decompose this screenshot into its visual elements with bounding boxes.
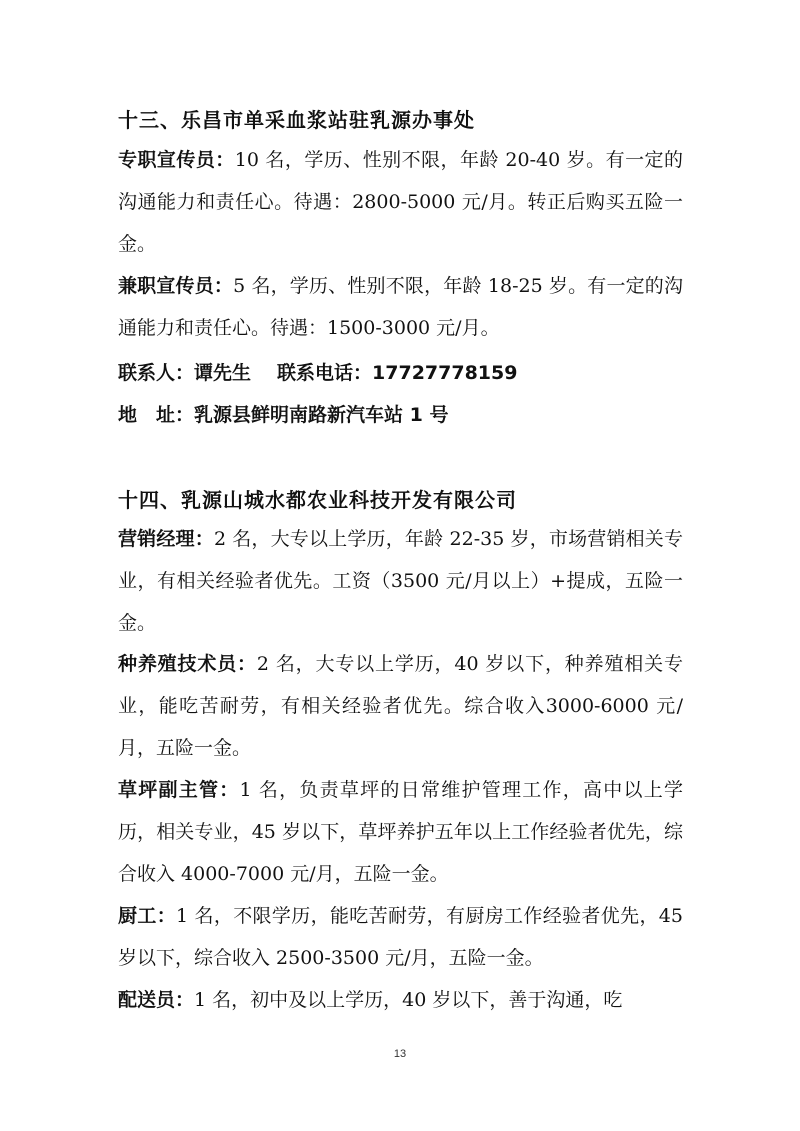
- job-label: 草坪副主管：: [118, 779, 240, 801]
- job-description: 2 名，大专以上学历，40 岁以下，种养殖相关专业，能吃苦耐劳，有相关经验者优先。综合收入3000-6000 元/月，五险一金。: [118, 653, 683, 759]
- job-marketing-manager: [118, 518, 683, 644]
- contact-label: 联系人：: [118, 362, 195, 384]
- address-value: 乳源县鲜明南路新汽车站 1 号: [194, 404, 449, 426]
- job-breeding-technician: [118, 643, 683, 769]
- job-part-time-promoter: [118, 265, 683, 349]
- job-description: 1 名，负责草坪的日常维护管理工作，高中以上学历，相关专业，45 岁以下，草坪养护五年以上工作经验者优先，综合收入 4000-7000 元/月，五险一金。: [118, 779, 683, 885]
- contact-name: 谭先生: [194, 362, 252, 384]
- job-description: 10 名，学历、性别不限，年龄 20-40 岁。有一定的沟通能力和责任心。待遇：2800-5000 元/月。转正后购买五险一金。: [118, 149, 683, 255]
- job-full-time-promoter: [118, 139, 683, 265]
- page-number: 13: [393, 1048, 407, 1060]
- job-description: 5 名，学历、性别不限，年龄 18-25 岁。有一定的沟通能力和责任心。待遇：1500-3000 元/月。: [118, 275, 683, 339]
- address-label: 地 址：: [118, 404, 195, 426]
- job-label: 兼职宣传员：: [118, 275, 234, 297]
- job-kitchen-worker: [118, 895, 683, 979]
- job-delivery-worker: [118, 979, 683, 1021]
- section-14-title: 十四、乳源山城水都农业科技开发有限公司: [118, 488, 517, 512]
- job-label: 配送员：: [118, 989, 195, 1011]
- phone-number: 17727778159: [372, 362, 518, 384]
- section-13-title: 十三、乐昌市单采血浆站驻乳源办事处: [118, 108, 475, 132]
- job-label: 营销经理：: [118, 528, 214, 550]
- job-label: 厨工：: [118, 905, 177, 927]
- job-label: 专职宣传员：: [118, 149, 235, 171]
- job-description: 1 名，初中及以上学历，40 岁以下，善于沟通，吃: [194, 989, 623, 1011]
- contact-line: [118, 358, 517, 385]
- address-line: [118, 400, 448, 427]
- phone-label: 联系电话：: [277, 362, 373, 384]
- job-lawn-supervisor: [118, 769, 683, 895]
- job-label: 种养殖技术员：: [118, 653, 257, 675]
- job-description: 2 名，大专以上学历，年龄 22-35 岁，市场营销相关专业，有相关经验者优先。工资（3500 元/月以上）+提成，五险一金。: [118, 528, 683, 634]
- job-description: 1 名，不限学历，能吃苦耐劳，有厨房工作经验者优先，45 岁以下，综合收入 2500-3500 元/月，五险一金。: [118, 905, 683, 969]
